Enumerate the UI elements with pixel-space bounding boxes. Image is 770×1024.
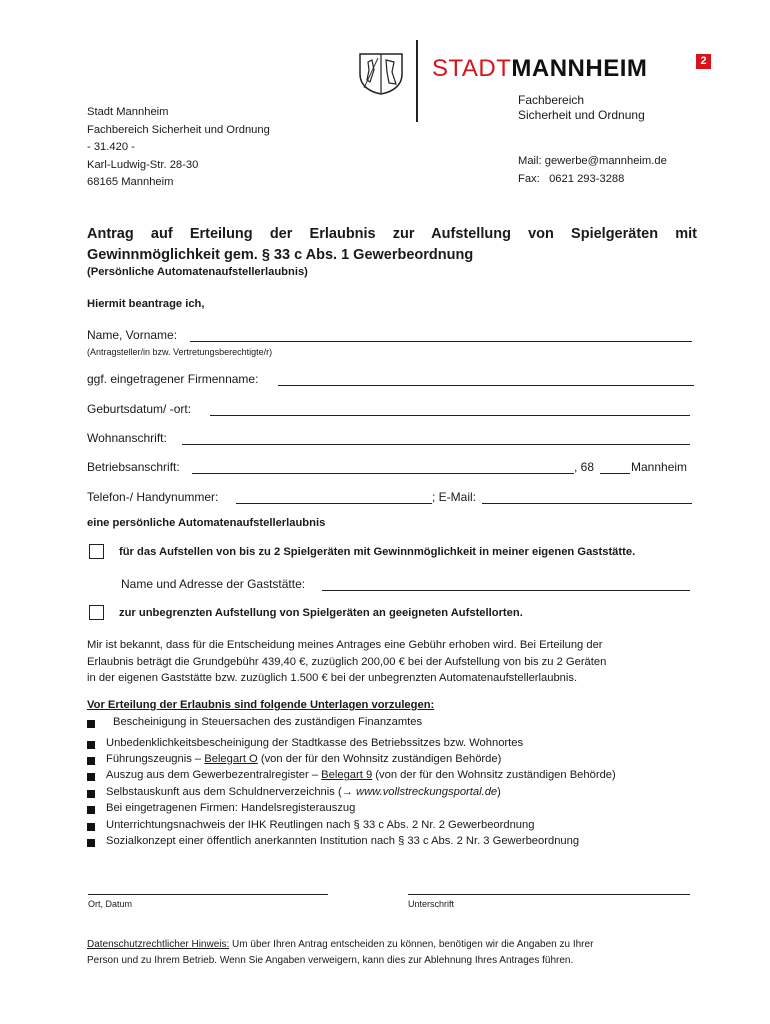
doc-text-part: Selbstauskunft aus dem Schuldnerverzeichnis (→: [106, 786, 356, 798]
belegart-9-link: Belegart 9: [321, 769, 373, 781]
stadt-mannheim-logo: [432, 55, 647, 83]
logo-superscript: 2: [700, 55, 707, 67]
doc-text-part: ): [497, 786, 501, 798]
bullet-square-icon: [87, 773, 95, 781]
bullet-square-icon: [87, 806, 95, 814]
doc-text-part: Auszug aus dem Gewerbezentralregister –: [106, 769, 322, 781]
bullet-square-icon: [87, 741, 95, 749]
logo-word-mannheim: MANNHEIM: [511, 55, 648, 82]
bullet-square-icon: [87, 757, 95, 765]
option-heading: eine persönliche Automatenaufstellerlaubnis: [87, 517, 326, 529]
doc-text: Bescheinigung in Steuersachen des zuständigen Finanzamtes: [113, 716, 423, 728]
bullet-square-icon: [87, 839, 95, 847]
fee-line: Erlaubnis beträgt die Grundgebühr 439,40 €, zuzüglich 200,00 € bei der Aufstellung von bis zu 2 Geräten: [87, 655, 607, 668]
betrieb-field-label: Betriebsanschrift:: [87, 460, 180, 474]
title-line1: Antrag auf Erteilung der Erlaubnis zur Aufstellung von Spielgeräten mit: [87, 226, 697, 242]
betrieb-plz-input-line[interactable]: [600, 473, 630, 474]
city-seal-logo: [356, 50, 406, 96]
privacy-text: Um über Ihren Antrag entscheiden zu können, benötigen wir die Angaben zu Ihrer: [229, 939, 594, 950]
logo-word-stadt: STADT: [432, 55, 512, 82]
privacy-line1: [87, 937, 707, 953]
title-line2: Gewinnmöglichkeit gem. § 33 c Abs. 1 Gewerbeordnung: [87, 247, 474, 263]
doc-text: Bei eingetragenen Firmen: Handelsregisterauszug: [106, 802, 356, 814]
address-line: Fachbereich Sicherheit und Ordnung: [87, 123, 270, 136]
gaststaette-input-line[interactable]: [322, 590, 690, 591]
vollstreckungsportal-link[interactable]: www.vollstreckungsportal.de: [355, 786, 498, 798]
bullet-square-icon: [87, 720, 95, 728]
option2-checkbox[interactable]: [89, 605, 104, 620]
contact-mail: Mail: gewerbe@mannheim.de: [518, 155, 667, 167]
ort-datum-input-line[interactable]: [88, 894, 328, 895]
intro-text: Hiermit beantrage ich,: [87, 298, 205, 310]
betrieb-input-line[interactable]: [192, 473, 574, 474]
email-input-line[interactable]: [482, 503, 692, 504]
form-subtitle: (Persönliche Automatenaufstellerlaubnis): [87, 266, 308, 278]
fee-paragraph: [87, 637, 699, 687]
unterschrift-input-line[interactable]: [408, 894, 690, 895]
betrieb-plz-prefix: , 68: [574, 460, 595, 474]
privacy-note: [87, 937, 707, 969]
ort-datum-label: Ort, Datum: [88, 899, 133, 909]
option1-label: für das Aufstellen von bis zu 2 Spielgeräten mit Gewinnmöglichkeit in meiner eigenen Gaststätte.: [119, 546, 636, 558]
form-title: [87, 224, 697, 266]
fee-line: in der eigenen Gaststätte bzw. zuzüglich 1.500 € bei der unbegrenzten Automatenaufstellerlaubnis.: [87, 672, 578, 685]
telefon-input-line[interactable]: [236, 503, 432, 504]
unterschrift-label: Unterschrift: [408, 899, 455, 909]
dept-line1: Fachbereich: [518, 93, 585, 107]
privacy-label: Datenschutzrechtlicher Hinweis:: [87, 939, 230, 950]
firma-field-label: ggf. eingetragener Firmenname:: [87, 372, 259, 386]
doc-text: Unterrichtungsnachweis der IHK Reutlingen nach § 33 c Abs. 2 Nr. 2 Gewerbeordnung: [106, 819, 535, 831]
doc-text: Unbedenklichkeitsbescheinigung der Stadtkasse des Betriebssitzes bzw. Wohnortes: [106, 737, 524, 749]
doc-text-part: (von der für den Wohnsitz zuständigen Behörde): [257, 753, 502, 765]
contact-fax: Fax: 0621 293-3288: [518, 172, 625, 185]
department-name: [518, 93, 645, 123]
name-input-line[interactable]: [190, 341, 692, 342]
belegart-o-link: Belegart O: [204, 753, 258, 765]
logo-divider: [416, 40, 418, 122]
firma-input-line[interactable]: [278, 385, 694, 386]
address-block: [87, 104, 270, 192]
name-field-note: (Antragsteller/in bzw. Vertretungsberechtigte/r): [87, 347, 273, 357]
name-field-label: Name, Vorname:: [87, 328, 178, 342]
telefon-field-label: Telefon-/ Handynummer:: [87, 490, 219, 504]
doc-text-part: Führungszeugnis –: [106, 753, 205, 765]
doc-text: [106, 786, 501, 798]
geburt-field-label: Geburtsdatum/ -ort:: [87, 402, 192, 416]
doc-text-part: (von der für den Wohnsitz zuständigen Behörde): [372, 769, 616, 781]
gaststaette-field-label: Name und Adresse der Gaststätte:: [121, 577, 306, 591]
address-line: 68165 Mannheim: [87, 176, 174, 189]
privacy-line2: Person und zu Ihrem Betrieb. Wenn Sie Angaben verweigern, kann dies zur Ablehnung Ihres Antrages führen.: [87, 955, 574, 966]
address-line: - 31.420 -: [87, 141, 135, 154]
doc-text: [106, 753, 501, 765]
logo-superscript-badge: [696, 54, 711, 69]
option2-label: zur unbegrenzten Aufstellung von Spielgeräten an geeigneten Aufstellorten.: [119, 607, 523, 619]
docs-heading: Vor Erteilung der Erlaubnis sind folgende Unterlagen vorzulegen:: [87, 699, 435, 711]
doc-text: [106, 769, 616, 781]
geburt-input-line[interactable]: [210, 415, 690, 416]
option1-checkbox[interactable]: [89, 544, 104, 559]
wohn-field-label: Wohnanschrift:: [87, 431, 167, 445]
email-field-label: ; E-Mail:: [432, 490, 477, 504]
bullet-square-icon: [87, 790, 95, 798]
bullet-square-icon: [87, 823, 95, 831]
address-line: Stadt Mannheim: [87, 106, 169, 118]
betrieb-city: Mannheim: [631, 460, 688, 474]
dept-line2: Sicherheit und Ordnung: [518, 108, 645, 122]
doc-text: Sozialkonzept einer öffentlich anerkannten Institution nach § 33 c Abs. 2 Nr. 3 Gewerbeordnung: [106, 835, 580, 847]
address-line: Karl-Ludwig-Str. 28-30: [87, 158, 199, 171]
wohn-input-line[interactable]: [182, 444, 690, 445]
fee-line: Mir ist bekannt, dass für die Entscheidung meines Antrages eine Gebühr erhoben wird. Bei Erteilung der: [87, 639, 603, 651]
contact-block: [518, 153, 667, 188]
